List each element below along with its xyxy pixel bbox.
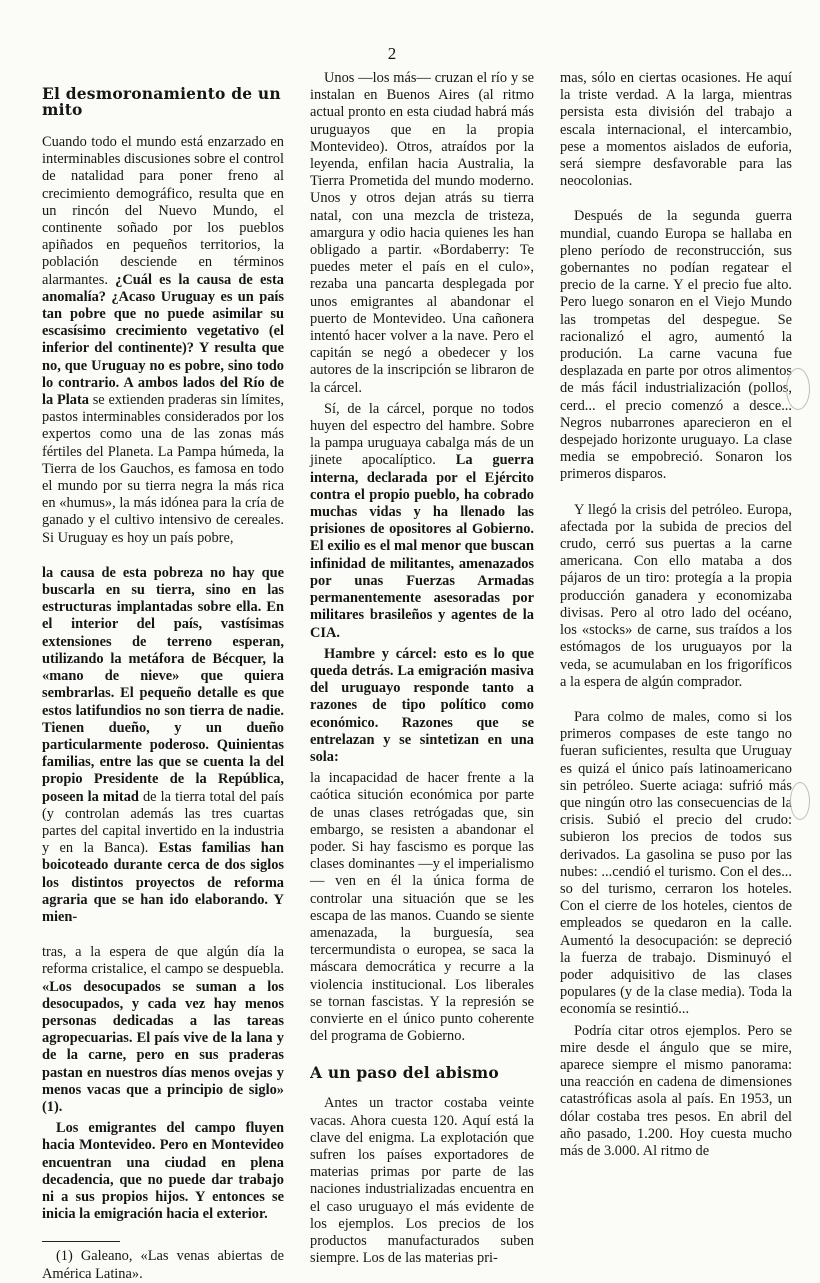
- text-run: Después de la segunda guerra mundial, cuando Europa se hallaba en pleno período de reconstrucción, sus gobernantes no podían regatear el precio de la carne. Y el precio fue alto. Pero luego sonaron en el Viejo Mundo las trompetas del despegue. Se racionalizó el agro, aumentó la produción. La carne vacuna fue desplazada en parte por otros alimentos de más fácil industrialización (pollos, cerd... el precio comenzó a desce... Negros nubarrones aparecieron en el despejado horizonte uruguayo. La clase media se empobreció. Sonaron los primeros disparos.: [560, 208, 792, 483]
- text-run: tras, a la espera de que algún día la reforma cristalice, el campo se despuebla.: [42, 944, 284, 978]
- section-heading-1: El desmoronamiento de un mito: [42, 84, 281, 119]
- column-1: [42, 70, 284, 1283]
- paragraph: [560, 709, 792, 1019]
- paragraph: [560, 502, 792, 691]
- text-run: se extienden praderas sin límites, pastos interminables considerados por los expertos como una de las zonas más fértiles del Planeta. La Pampa húmeda, la Tierra de los Gauchos, es famosa en todo el mundo por su tierra negra la más rica en «humus», la más idónea para la cría de ganado y el cultivo intensivo de cereales. Si Uruguay es hoy un país pobre,: [42, 392, 285, 546]
- column-3: [560, 70, 792, 1160]
- paragraph: [42, 134, 284, 547]
- text-run: de la tierra total del país (y controlan además las tres cuartas partes del capital invertido en la industria y en la Banca).: [42, 788, 285, 857]
- paragraph: [42, 1120, 284, 1223]
- bold-text-run: Estas familias han boicoteado durante cerca de dos siglos los distintos proyectos de reforma agraria que se han ido elaborando. Y mien-: [42, 840, 285, 925]
- paragraph: [560, 208, 792, 483]
- column-2: [310, 70, 534, 1267]
- paragraph: [560, 70, 792, 190]
- text-run: mas, sólo en ciertas ocasiones. He aquí la triste verdad. A la larga, mientras persista esta división del trabajo a escala internacional, el intercambio, pese a momentos aislados de euforia, será siempre desfavorable para las neocolonias.: [560, 70, 792, 190]
- text-run: Cuando todo el mundo está enzarzado en interminables discusiones sobre el control de natalidad para poner freno al crecimiento demográfico, resulta que en un rincón del Nuevo Mundo, el continente soñado por los pueblos apiñados en pequeños territorios, la población desciende en términos alarmantes.: [42, 134, 284, 288]
- paragraph: [310, 1095, 534, 1267]
- section-heading-2: A un paso del abismo: [310, 1063, 499, 1083]
- paragraph: [560, 1023, 792, 1161]
- paper-hole-mark: [786, 368, 810, 410]
- paragraph: [310, 646, 534, 766]
- footnote: (1) Galeano, «Las venas abiertas de América Latina».: [42, 1248, 284, 1282]
- bold-text-run: la causa de esta pobreza no hay que buscarla en su tierra, sino en las estructuras implantadas sobre ella. En el interior del país, vastísimas extensiones de terreno esperan, utilizando la metáfora de Bécquer, la «mano de nieve» que quiera sembrarlas. El pequeño detalle es que estos latifundios no son tierra de nadie. Tienen dueño, y un dueño particularmente poderoso. Quinientas familias, entre las que se cuenta la del propio Presidente de la República, poseen la mitad: [42, 564, 284, 805]
- text-run: Para colmo de males, como si los primeros compases de este tango no fueran suficientes, resulta que Uruguay es quizá el único país latinoamericano sin petróleo. Suerte aciaga: sufrió más que ningún otro las consecuencias de la crisis. Subió el precio del crudo: subieron los precios de todos sus derivados. La gasolina se puso por las nubes: ...cendió el turismo. Con el des... so del turismo, cerraron los hoteles. Con el cierre de los hoteles, cientos de empleados se quedaron en la calle. Aumentó la desocupación: se depreció la fuerza de trabajo. Disminuyó el poder adquisitivo de las clases populares (y de la clase media). Toda la economía se resintió...: [560, 708, 792, 1018]
- text-run: la incapacidad de hacer frente a la caótica situción económica por parte de unas clases retrógadas que, sin embargo, se resisten a abandonar el poder. Si hay fascismo es porque las clases dominantes —y el imperialismo— ven en él la única forma de controlar una situación que se les escapa de las manos. Cuando se siente amenazada, la burguesía, sea tercermundista o europea, se saca la máscara democrática y recurre a la violencia institucional. Los liberales se tornan fascistas. Y la represión se convierte en el único punto coherente del programa de Gobierno.: [310, 770, 534, 1045]
- text-run: Antes un tractor costaba veinte vacas. Ahora cuesta 120. Aquí está la clave del enigma. La explotación que sufren los países exportadores de materias primas por parte de las naciones industrializadas encuentra en el caso uruguayo el más evidente de los ejemplos. Los precios de los productos manufacturados suben siempre. Los de las materias pri-: [310, 1095, 534, 1267]
- paragraph: [310, 70, 534, 397]
- bold-text-run: Hambre y cárcel: esto es lo que queda detrás. La emigración masiva del uruguayo responde tanto a razones de tipo político como económico. Razones que se entrelazan y se sintetizan en una sola:: [310, 645, 534, 765]
- bold-text-run: «Los desocupados se suman a los desocupados, y cada vez hay menos personas dedicadas a las tareas agropecuarias. El país vive de la lana y de la carne, pero en sus praderas pastan en nuestros días menos ovejas y menos vacas que a principio de siglo» (1).: [42, 978, 284, 1115]
- paragraph: [42, 944, 284, 1116]
- bold-text-run: La guerra interna, declarada por el Ejército contra el propio pueblo, ha cobrado muchas vidas y ha llenado las prisiones de opositores al Gobierno. El exilio es el mal menor que buscan infinidad de militantes, amenazados por unas Fuerzas Armadas permanentemente asesoradas por militares brasileños y agentes de la CIA.: [310, 452, 534, 641]
- bold-text-run: Los emigrantes del campo fluyen hacia Montevideo. Pero en Montevideo encuentran una ciudad en plena decadencia, que no puede dar trabajo ni a sus propios hijos. Y entonces se inicia la emigración hacia el exterior.: [42, 1120, 284, 1223]
- paragraph: [310, 770, 534, 1045]
- text-run: Unos —los más— cruzan el río y se instalan en Buenos Aires (al ritmo actual pronto en esta ciudad habrá más uruguayos que en la propia Montevideo). Otros, atraídos por la leyenda, enfilan hacia Australia, la Tierra Prometida del mundo moderno. Unos y otros dejan atrás su tierra natal, con una mezcla de tristeza, amargura y odio hacia quienes les han obligado a partir. «Bordaberry: Te puedes meter el país en el culo», rezaba una pancarta desplegada por unos emigrantes al abandonar el puerto de Montevideo. Una cañonera intentó hacer volver a la nave. Pero el capitán se negó a obedecer y los autores de la inscripción se libraron de la cárcel.: [310, 70, 534, 396]
- paper-hole-mark: [790, 782, 810, 820]
- text-run: Sí, de la cárcel, porque no todos huyen del espectro del hambre. Sobre la pampa uruguaya cabalga más de un jinete apocalíptico.: [310, 400, 534, 469]
- paragraph: [42, 565, 284, 926]
- bold-text-run: ¿Cuál es la causa de esta anomalía? ¿Acaso Uruguay es un país tan pobre que no puede asimilar su escasísimo crecimiento vegetativo (el inferior del continente)? Y resulta que no, que Uruguay no es pobre, sino todo lo contrario. A ambos lados del Río de la Plata: [42, 271, 284, 409]
- footnote-rule: [42, 1241, 120, 1242]
- paragraph: [310, 401, 534, 642]
- text-run: Podría citar otros ejemplos. Pero se mire desde el ángulo que se mire, aparece siempre el mismo panorama: una reacción en cadena de dimensiones catastróficas asola al país. En 1953, un dólar costaba tres pesos. En abril del año pasado, 1.200. Hoy cuesta mucho más de 3.000. Al ritmo de: [560, 1022, 792, 1159]
- text-run: Y llegó la crisis del petróleo. Europa, afectada por la subida de precios del crudo, cerró sus puertas a la carne americana. Con ello mataba a dos pájaros de un tiro: protegía a la propia producción ganadera y economizaba divisas. Pero al otro lado del océano, los «stocks» de carne, sus traídos a los estómagos de los uruguayos por la veda, se acumulaban en los frigoríficos a la espera de algún comprador.: [560, 501, 792, 690]
- page-number: 2: [387, 44, 397, 63]
